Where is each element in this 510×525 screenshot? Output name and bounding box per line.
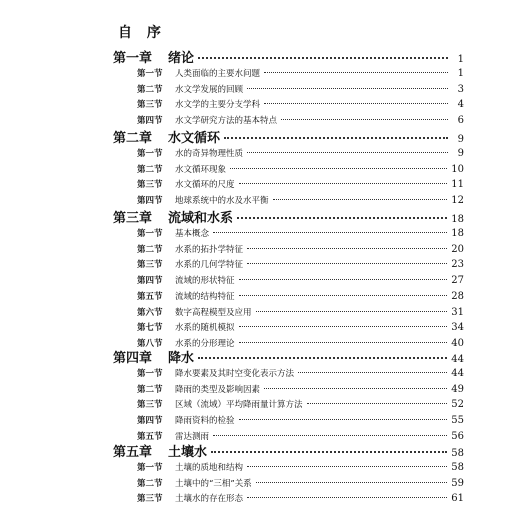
page-number: 56 [451, 430, 464, 442]
section-entry[interactable] [137, 306, 464, 321]
section-title: 水文学的主要分支学科 [175, 100, 261, 111]
page-number: 1 [457, 68, 464, 79]
page-number: 49 [451, 383, 464, 395]
section-number: 第一节 [137, 149, 163, 159]
page-number: 11 [451, 179, 464, 191]
section-number: 第五节 [137, 431, 163, 442]
section-entry[interactable] [137, 492, 464, 507]
dot-leader [247, 497, 447, 498]
dot-leader [239, 419, 448, 420]
section-entry[interactable] [137, 367, 464, 382]
dot-leader [230, 168, 447, 169]
dot-leader [281, 119, 448, 120]
page-number: 61 [451, 493, 464, 505]
dot-leader [239, 342, 448, 343]
section-title: 土壤的质地和结构 [175, 463, 244, 473]
dot-leader [224, 137, 448, 139]
chapter-entry[interactable] [113, 207, 464, 227]
chapter-title: 流域和水系 [168, 211, 234, 226]
section-entry[interactable] [137, 414, 464, 429]
section-title: 水的奇异物理性质 [175, 149, 244, 159]
page-number: 40 [451, 337, 464, 349]
dot-leader [213, 435, 447, 436]
section-title: 水文循环的尺度 [175, 180, 235, 191]
section-number: 第六节 [137, 307, 163, 318]
page-number: 31 [451, 306, 464, 318]
page-number: 59 [451, 477, 464, 489]
section-entry[interactable] [137, 67, 464, 82]
chapter-number: 第三章 [113, 211, 153, 226]
section-number: 第三节 [137, 400, 163, 411]
section-entry[interactable] [137, 477, 464, 492]
page-number: 27 [451, 275, 464, 287]
section-number: 第一节 [137, 369, 163, 379]
section-number: 第二节 [137, 384, 163, 395]
section-number: 第五节 [137, 291, 163, 302]
dot-leader [298, 372, 447, 373]
dot-leader [237, 217, 447, 219]
section-title: 水文学发展的回顾 [175, 84, 244, 95]
section-title: 基本概念 [175, 229, 210, 239]
dot-leader [273, 199, 448, 200]
dot-leader [264, 103, 448, 104]
section-entry[interactable] [137, 383, 464, 398]
section-title: 雷达测雨 [175, 431, 210, 442]
section-title: 水系的几何学特征 [175, 260, 244, 271]
section-title: 水系的随机模拟 [175, 323, 235, 334]
page-number: 4 [457, 99, 464, 111]
chapter-entry[interactable] [113, 347, 464, 367]
page-number: 44 [451, 368, 464, 379]
section-number: 第一节 [137, 69, 163, 79]
section-number: 第三节 [137, 100, 163, 111]
section-number: 第二节 [137, 164, 163, 175]
page-number: 9 [457, 148, 464, 159]
section-title: 区域（流域）平均降雨量计算方法 [175, 400, 303, 411]
section-entry[interactable] [137, 147, 464, 162]
chapter-number: 第五章 [113, 445, 153, 460]
section-number: 第三节 [137, 180, 163, 191]
section-entry[interactable] [137, 321, 464, 336]
dot-leader [198, 357, 447, 359]
section-number: 第三节 [137, 260, 163, 271]
section-number: 第四节 [137, 196, 163, 207]
section-title: 流域的结构特征 [175, 291, 235, 302]
chapter-title: 绪论 [168, 51, 195, 66]
section-number: 第二节 [137, 84, 163, 95]
section-title: 水文循环现象 [175, 164, 227, 175]
section-entry[interactable] [137, 163, 464, 178]
dot-leader [307, 403, 448, 404]
chapter-number: 第一章 [113, 51, 153, 66]
page-number: 34 [451, 322, 464, 334]
dot-leader [198, 57, 448, 59]
section-entry[interactable] [137, 227, 464, 242]
dot-leader [247, 248, 447, 249]
section-title: 降雨资料的检验 [175, 416, 235, 427]
chapter-entry[interactable] [113, 47, 464, 67]
page-number: 52 [451, 399, 464, 411]
dot-leader [239, 183, 448, 184]
chapter-title: 降水 [168, 351, 195, 366]
section-entry[interactable] [137, 398, 464, 413]
page-number: 9 [457, 134, 464, 145]
page-number: 18 [451, 214, 464, 225]
page-number: 55 [451, 415, 464, 427]
section-entry[interactable] [137, 461, 464, 476]
page-number: 44 [451, 354, 464, 365]
section-title: 土壤中的“三相”关系 [175, 478, 252, 489]
dot-leader [264, 388, 447, 389]
page-number: 12 [451, 195, 464, 207]
dot-leader [247, 466, 447, 467]
dot-leader [256, 311, 448, 312]
page-number: 58 [451, 448, 464, 459]
section-number: 第一节 [137, 229, 163, 239]
section-entry[interactable] [137, 258, 464, 273]
dot-leader [213, 232, 447, 233]
section-entry[interactable] [137, 178, 464, 193]
chapter-entry[interactable] [113, 441, 464, 461]
dot-leader [211, 451, 447, 453]
page-number: 18 [451, 228, 464, 239]
dot-leader [247, 152, 448, 153]
page-number: 20 [451, 243, 464, 255]
dot-leader [264, 72, 448, 73]
section-entry[interactable] [137, 243, 464, 258]
section-entry[interactable] [137, 274, 464, 289]
section-number: 第一节 [137, 463, 163, 473]
page-number: 3 [457, 83, 464, 95]
section-title: 人类面临的主要水问题 [175, 69, 261, 79]
section-number: 第八节 [137, 338, 163, 349]
section-title: 水系的分形理论 [175, 338, 235, 349]
chapter-number: 第二章 [113, 131, 153, 146]
section-number: 第七节 [137, 323, 163, 334]
page-number: 10 [451, 163, 464, 175]
chapter-number: 第四章 [113, 351, 153, 366]
dot-leader [239, 279, 448, 280]
section-entry[interactable] [137, 290, 464, 305]
chapter-entry[interactable] [113, 127, 464, 147]
section-title: 降水要素及其时空变化表示方法 [175, 369, 295, 379]
page-number: 6 [457, 115, 464, 127]
dot-leader [247, 263, 447, 264]
section-title: 地球系统中的水及水平衡 [175, 196, 269, 207]
dot-leader [239, 326, 448, 327]
section-number: 第二节 [137, 244, 163, 255]
section-title: 降雨的类型及影响因素 [175, 384, 261, 395]
section-title: 土壤水的存在形态 [175, 494, 244, 505]
section-number: 第二节 [137, 478, 163, 489]
section-number: 第四节 [137, 276, 163, 287]
dot-leader [239, 295, 448, 296]
section-entry[interactable] [137, 83, 464, 98]
section-title: 数字高程模型及应用 [175, 307, 252, 318]
preface-heading: 自 序 [118, 25, 166, 41]
dot-leader [256, 482, 448, 483]
chapter-title: 水文循环 [168, 131, 221, 146]
section-number: 第四节 [137, 116, 163, 127]
page-number: 58 [451, 462, 464, 473]
chapter-title: 土壤水 [168, 445, 208, 460]
section-title: 水系的拓扑学特征 [175, 244, 244, 255]
section-entry[interactable] [137, 98, 464, 113]
page-number: 1 [457, 54, 464, 65]
page-number: 28 [451, 290, 464, 302]
page-number: 23 [451, 259, 464, 271]
section-title: 水文学研究方法的基本特点 [175, 116, 278, 127]
section-number: 第三节 [137, 494, 163, 505]
dot-leader [247, 88, 448, 89]
section-title: 流域的形状特征 [175, 276, 235, 287]
section-number: 第四节 [137, 416, 163, 427]
